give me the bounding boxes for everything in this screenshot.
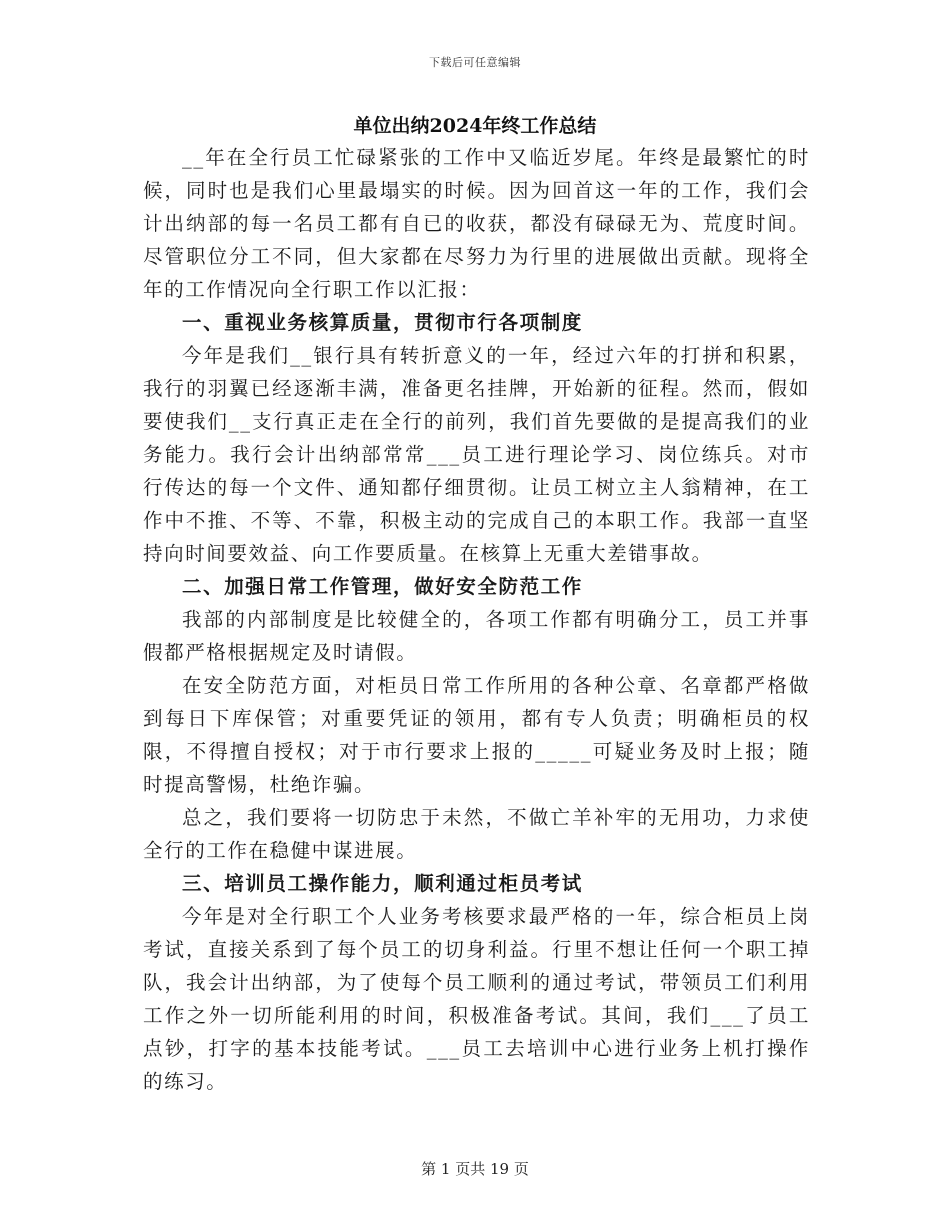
paragraph-section-3: 今年是对全行职工个人业务考核要求最严格的一年，综合柜员上岗考试，直接关系到了每个员工的切身利益。行里不想让任何一个职工掉队，我会计出纳部，为了使每个员工顺利的通过考试，带领员工们利用工作之外一切所能利用的时间，积极准备考试。其间，我们___了员工点钞，打字的基本技能考试。___员工去培训中心进行业务上机打操作的练习。 — [143, 905, 810, 1093]
paragraph-intro: __年在全行员工忙碌紧张的工作中又临近岁尾。年终是最繁忙的时候，同时也是我们心里最塌实的时候。因为回首这一年的工作，我们会计出纳部的每一名员工都有自已的收获，都没有碌碌无为、荒度时间。尽管职位分工不同，但大家都在尽努力为行里的进展做出贡献。现将全年的工作情况向全行职工作以汇报： — [143, 146, 810, 301]
page-header-note: 下载后可任意编辑 — [429, 56, 521, 69]
section-heading-1: 一、重视业务核算质量，贯彻市行各项制度 — [182, 311, 583, 334]
paragraph-section-2-c: 总之，我们要将一切防忠于未然，不做亡羊补牢的无用功，力求使全行的工作在稳健中谋进展。 — [143, 806, 810, 862]
paragraph-section-1: 今年是我们__银行具有转折意义的一年，经过六年的打拼和积累，我行的羽翼已经逐渐丰满，准备更名挂牌，开始新的征程。然而，假如要使我们__支行真正走在全行的前列，我们首先要做的是提高我们的业务能力。我行会计出纳部常常___员工进行理论学习、岗位练兵。对市行传达的每一个文件、通知都仔细贯彻。让员工树立主人翁精神，在工作中不推、不等、不靠，积极主动的完成自己的本职工作。我部一直坚持向时间要效益、向工作要质量。在核算上无重大差错事故。 — [143, 344, 810, 565]
document-title: 单位出纳2024年终工作总结 — [353, 115, 597, 137]
page-number-footer: 第 1 页共 19 页 — [421, 1160, 529, 1178]
section-heading-2: 二、加强日常工作管理，做好安全防范工作 — [182, 575, 583, 598]
paragraph-section-2-a: 我部的内部制度是比较健全的，各项工作都有明确分工，员工并事假都严格根据规定及时请假。 — [143, 608, 810, 664]
section-heading-3: 三、培训员工操作能力，顺利通过柜员考试 — [182, 872, 583, 895]
paragraph-section-2-b: 在安全防范方面，对柜员日常工作所用的各种公章、名章都严格做到每日下库保管；对重要凭证的领用，都有专人负责；明确柜员的权限，不得擅自授权；对于市行要求上报的_____可疑业务及时上报；随时提高警惕，杜绝诈骗。 — [143, 674, 810, 796]
document-body — [143, 141, 810, 1098]
